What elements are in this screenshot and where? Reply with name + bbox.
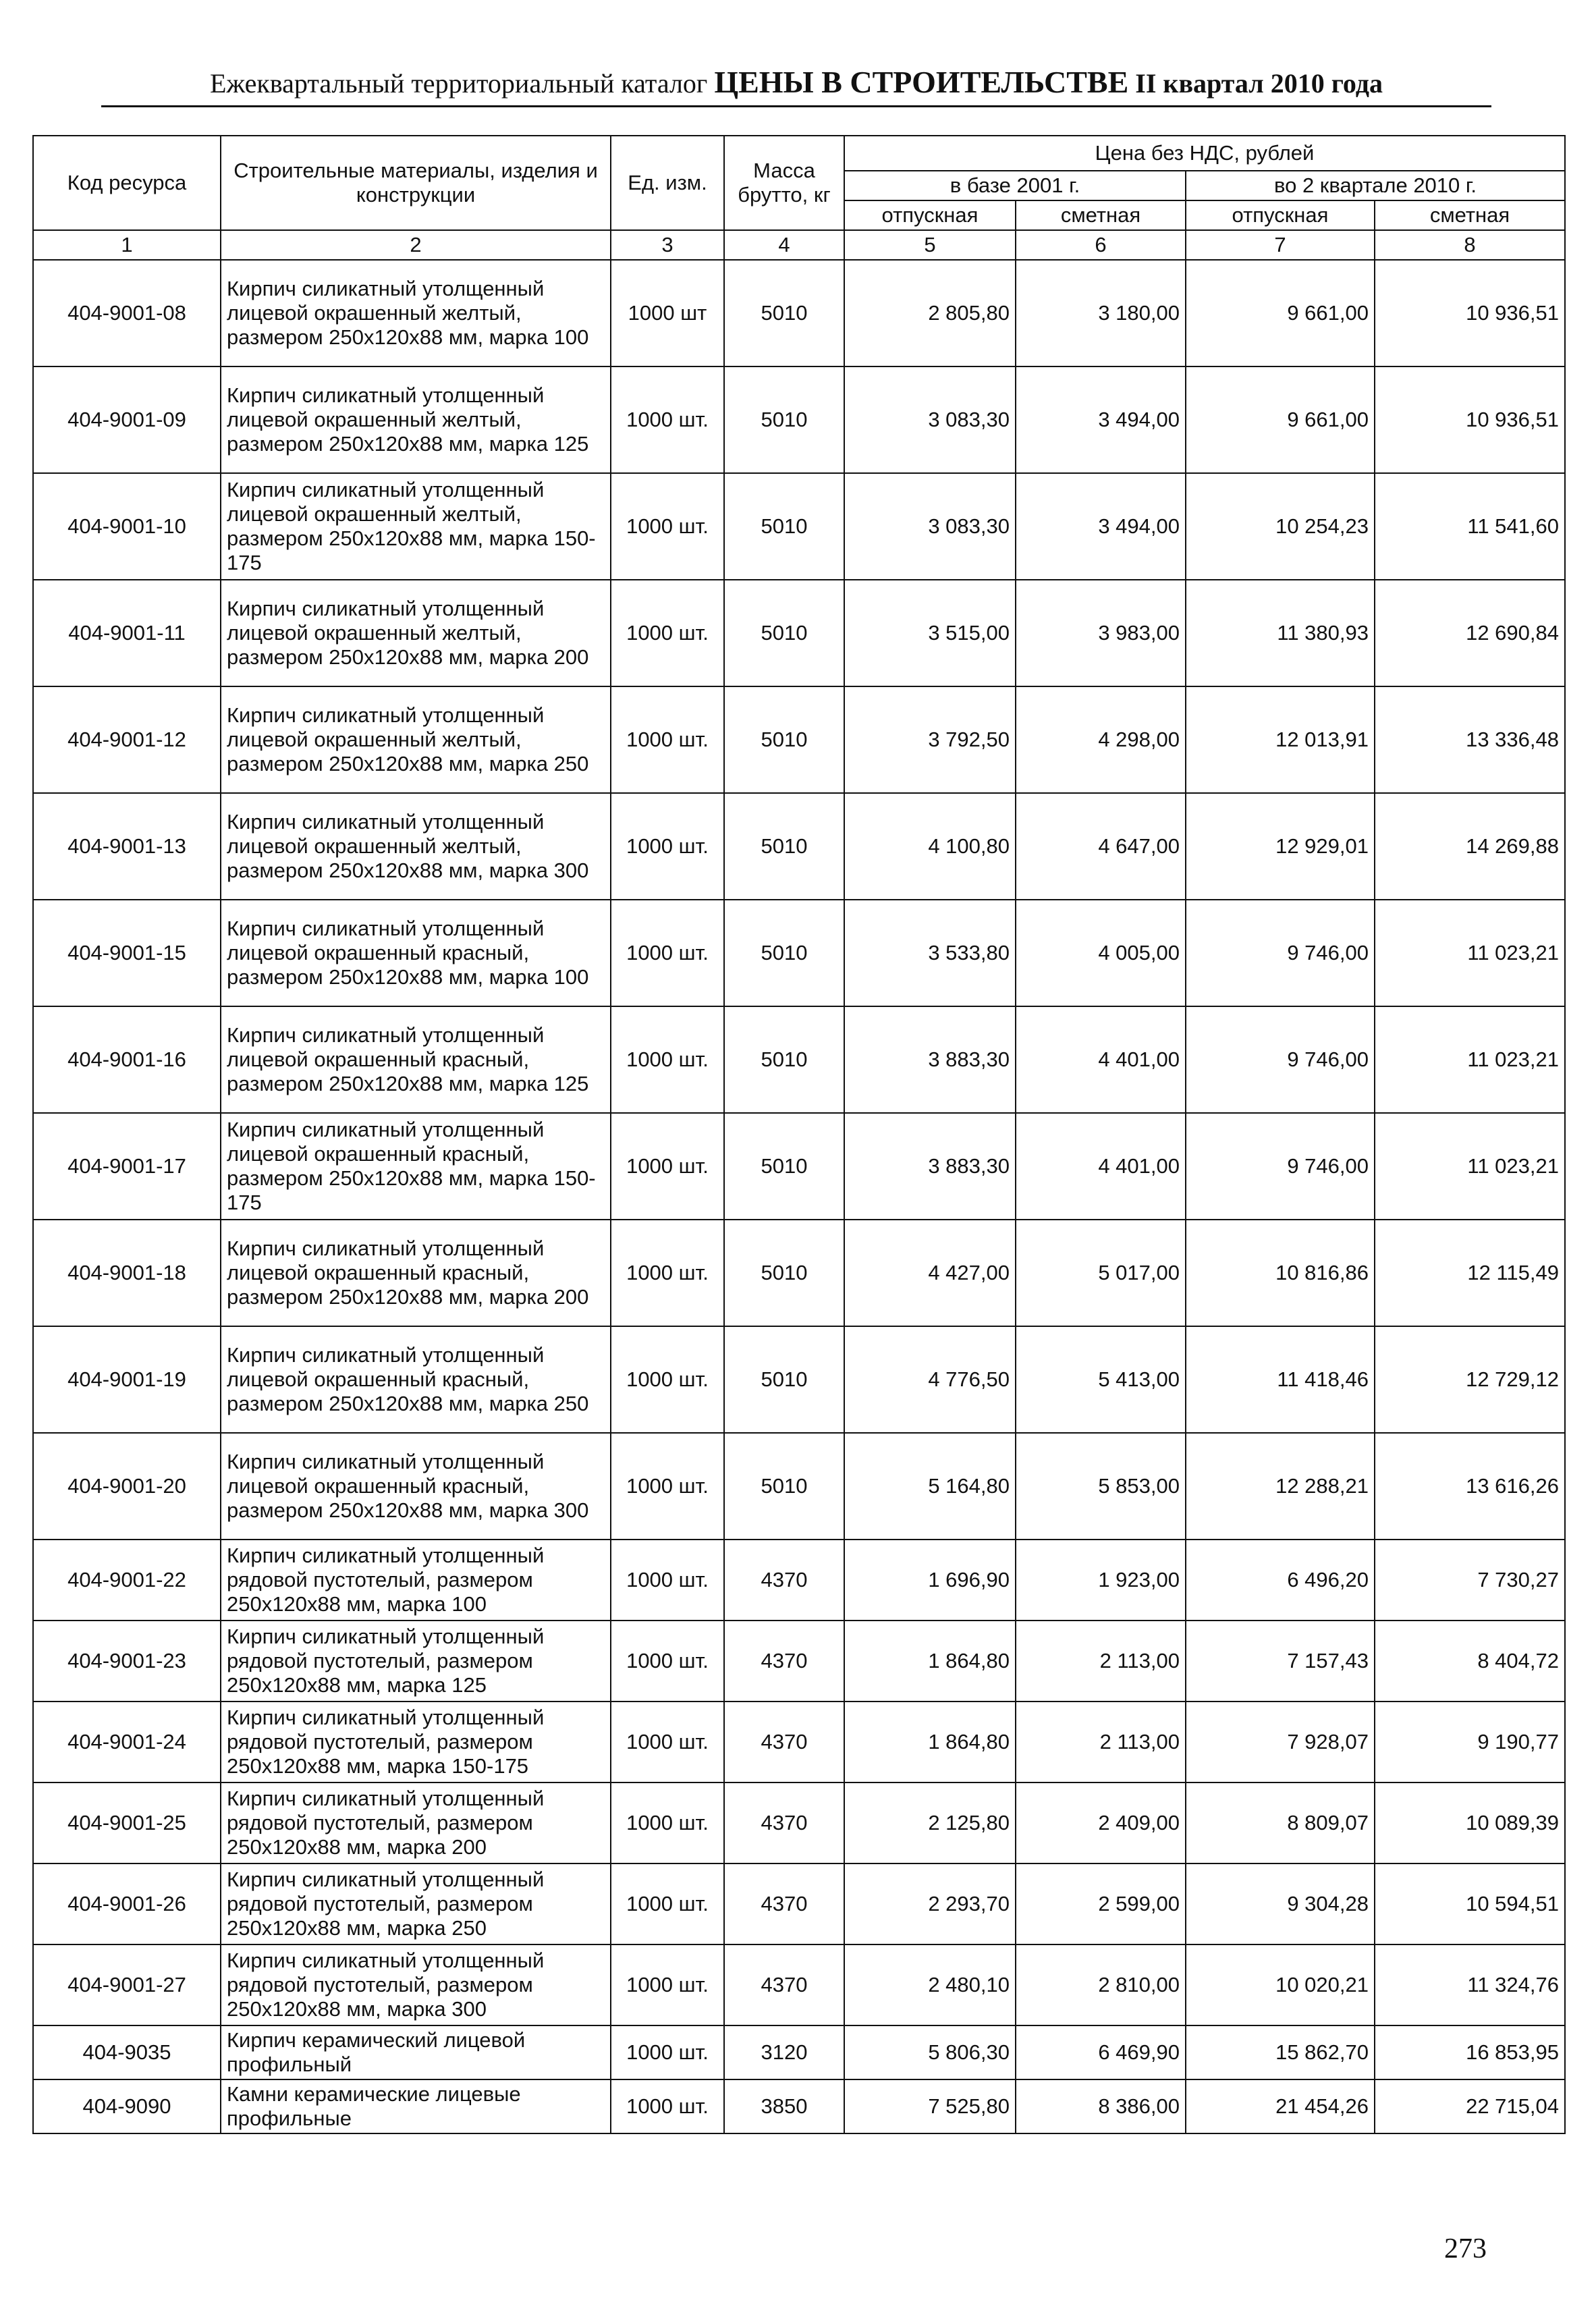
table-row bbox=[33, 1621, 1565, 1702]
current-release-price: 9 746,00 bbox=[1186, 1006, 1375, 1113]
header-prefix: Ежеквартальный территориальный каталог bbox=[210, 68, 708, 99]
base-release-price: 1 696,90 bbox=[844, 1540, 1016, 1621]
base-release-price: 5 164,80 bbox=[844, 1433, 1016, 1540]
unit-of-measure: 1000 шт. bbox=[611, 580, 724, 686]
gross-mass: 5010 bbox=[724, 1006, 844, 1113]
current-release-price: 10 816,86 bbox=[1186, 1220, 1375, 1326]
unit-of-measure: 1000 шт. bbox=[611, 900, 724, 1006]
resource-code: 404-9001-16 bbox=[33, 1006, 221, 1113]
gross-mass: 5010 bbox=[724, 1113, 844, 1220]
base-estimate-price: 8 386,00 bbox=[1016, 2079, 1186, 2133]
base-release-price: 2 805,80 bbox=[844, 260, 1016, 366]
current-release-price: 11 380,93 bbox=[1186, 580, 1375, 686]
table-row bbox=[33, 1113, 1565, 1220]
header-title: ЦЕНЫ В СТРОИТЕЛЬСТВЕ bbox=[714, 65, 1129, 99]
current-estimate-price: 7 730,27 bbox=[1375, 1540, 1565, 1621]
col-unit-header: Ед. изм. bbox=[611, 136, 724, 230]
base-estimate-price: 2 409,00 bbox=[1016, 1783, 1186, 1863]
current-estimate-price: 9 190,77 bbox=[1375, 1702, 1565, 1783]
current-estimate-price: 11 541,60 bbox=[1375, 473, 1565, 580]
column-number: 7 bbox=[1186, 230, 1375, 260]
col-mass-header: Масса брутто, кг bbox=[724, 136, 844, 230]
base-estimate-price: 3 983,00 bbox=[1016, 580, 1186, 686]
current-estimate-price: 10 936,51 bbox=[1375, 260, 1565, 366]
unit-of-measure: 1000 шт. bbox=[611, 1433, 724, 1540]
base-estimate-price: 2 599,00 bbox=[1016, 1863, 1186, 1944]
base-estimate-price: 4 647,00 bbox=[1016, 793, 1186, 900]
base-estimate-price: 5 413,00 bbox=[1016, 1326, 1186, 1433]
gross-mass: 5010 bbox=[724, 473, 844, 580]
gross-mass: 3850 bbox=[724, 2079, 844, 2133]
column-number: 5 bbox=[844, 230, 1016, 260]
material-name: Кирпич керамический лицевой профильный bbox=[221, 2025, 611, 2079]
col-name-header: Строительные материалы, изделия и конструкции bbox=[221, 136, 611, 230]
resource-code: 404-9001-19 bbox=[33, 1326, 221, 1433]
table-row bbox=[33, 1433, 1565, 1540]
material-name: Кирпич силикатный утолщенный лицевой окрашенный желтый, размером 250х120х88 мм, марка 200 bbox=[221, 580, 611, 686]
column-number: 1 bbox=[33, 230, 221, 260]
resource-code: 404-9001-24 bbox=[33, 1702, 221, 1783]
base-estimate-price: 3 494,00 bbox=[1016, 473, 1186, 580]
material-name: Кирпич силикатный утолщенный рядовой пустотелый, размером 250х120х88 мм, марка 300 bbox=[221, 1944, 611, 2025]
header-rule bbox=[101, 105, 1491, 107]
unit-of-measure: 1000 шт. bbox=[611, 1326, 724, 1433]
resource-code: 404-9001-23 bbox=[33, 1621, 221, 1702]
base-estimate-price: 6 469,90 bbox=[1016, 2025, 1186, 2079]
resource-code: 404-9001-20 bbox=[33, 1433, 221, 1540]
col-current-estimate-header: сметная bbox=[1375, 200, 1565, 230]
material-name: Кирпич силикатный утолщенный лицевой окрашенный красный, размером 250х120х88 мм, марка 300 bbox=[221, 1433, 611, 1540]
material-name: Камни керамические лицевые профильные bbox=[221, 2079, 611, 2133]
current-estimate-price: 10 089,39 bbox=[1375, 1783, 1565, 1863]
current-release-price: 6 496,20 bbox=[1186, 1540, 1375, 1621]
base-estimate-price: 5 017,00 bbox=[1016, 1220, 1186, 1326]
unit-of-measure: 1000 шт. bbox=[611, 1863, 724, 1944]
unit-of-measure: 1000 шт bbox=[611, 260, 724, 366]
base-estimate-price: 2 113,00 bbox=[1016, 1621, 1186, 1702]
gross-mass: 5010 bbox=[724, 1326, 844, 1433]
table-row bbox=[33, 1540, 1565, 1621]
resource-code: 404-9001-22 bbox=[33, 1540, 221, 1621]
base-estimate-price: 3 180,00 bbox=[1016, 260, 1186, 366]
current-release-price: 9 746,00 bbox=[1186, 1113, 1375, 1220]
current-estimate-price: 14 269,88 bbox=[1375, 793, 1565, 900]
unit-of-measure: 1000 шт. bbox=[611, 1702, 724, 1783]
current-release-price: 12 013,91 bbox=[1186, 686, 1375, 793]
unit-of-measure: 1000 шт. bbox=[611, 1006, 724, 1113]
base-release-price: 3 792,50 bbox=[844, 686, 1016, 793]
current-release-price: 8 809,07 bbox=[1186, 1783, 1375, 1863]
column-number: 3 bbox=[611, 230, 724, 260]
material-name: Кирпич силикатный утолщенный рядовой пустотелый, размером 250х120х88 мм, марка 200 bbox=[221, 1783, 611, 1863]
table-row bbox=[33, 900, 1565, 1006]
current-release-price: 12 929,01 bbox=[1186, 793, 1375, 900]
table-header bbox=[33, 136, 1565, 260]
unit-of-measure: 1000 шт. bbox=[611, 686, 724, 793]
base-release-price: 1 864,80 bbox=[844, 1702, 1016, 1783]
base-estimate-price: 2 810,00 bbox=[1016, 1944, 1186, 2025]
col-current-release-header: отпускная bbox=[1186, 200, 1375, 230]
current-estimate-price: 11 023,21 bbox=[1375, 900, 1565, 1006]
current-release-price: 9 746,00 bbox=[1186, 900, 1375, 1006]
base-release-price: 5 806,30 bbox=[844, 2025, 1016, 2079]
column-number-row bbox=[33, 230, 1565, 260]
base-release-price: 4 427,00 bbox=[844, 1220, 1016, 1326]
resource-code: 404-9090 bbox=[33, 2079, 221, 2133]
current-release-price: 9 304,28 bbox=[1186, 1863, 1375, 1944]
base-estimate-price: 4 005,00 bbox=[1016, 900, 1186, 1006]
current-estimate-price: 13 336,48 bbox=[1375, 686, 1565, 793]
table-row bbox=[33, 1863, 1565, 1944]
table-row bbox=[33, 1944, 1565, 2025]
current-release-price: 21 454,26 bbox=[1186, 2079, 1375, 2133]
base-release-price: 3 515,00 bbox=[844, 580, 1016, 686]
col-price-header: Цена без НДС, рублей bbox=[844, 136, 1565, 171]
gross-mass: 3120 bbox=[724, 2025, 844, 2079]
unit-of-measure: 1000 шт. bbox=[611, 1540, 724, 1621]
gross-mass: 4370 bbox=[724, 1863, 844, 1944]
unit-of-measure: 1000 шт. bbox=[611, 366, 724, 473]
gross-mass: 5010 bbox=[724, 580, 844, 686]
gross-mass: 5010 bbox=[724, 366, 844, 473]
current-release-price: 12 288,21 bbox=[1186, 1433, 1375, 1540]
header-period: II квартал 2010 года bbox=[1135, 68, 1383, 99]
base-estimate-price: 1 923,00 bbox=[1016, 1540, 1186, 1621]
material-name: Кирпич силикатный утолщенный лицевой окрашенный красный, размером 250х120х88 мм, марка 150-175 bbox=[221, 1113, 611, 1220]
material-name: Кирпич силикатный утолщенный лицевой окрашенный желтый, размером 250х120х88 мм, марка 150-175 bbox=[221, 473, 611, 580]
unit-of-measure: 1000 шт. bbox=[611, 1621, 724, 1702]
current-release-price: 7 928,07 bbox=[1186, 1702, 1375, 1783]
base-estimate-price: 3 494,00 bbox=[1016, 366, 1186, 473]
table-row bbox=[33, 1326, 1565, 1433]
col-base-estimate-header: сметная bbox=[1016, 200, 1186, 230]
material-name: Кирпич силикатный утолщенный рядовой пустотелый, размером 250х120х88 мм, марка 100 bbox=[221, 1540, 611, 1621]
material-name: Кирпич силикатный утолщенный лицевой окрашенный желтый, размером 250х120х88 мм, марка 250 bbox=[221, 686, 611, 793]
gross-mass: 4370 bbox=[724, 1540, 844, 1621]
table-row bbox=[33, 366, 1565, 473]
material-name: Кирпич силикатный утолщенный лицевой окрашенный желтый, размером 250х120х88 мм, марка 125 bbox=[221, 366, 611, 473]
current-release-price: 11 418,46 bbox=[1186, 1326, 1375, 1433]
material-name: Кирпич силикатный утолщенный лицевой окрашенный красный, размером 250х120х88 мм, марка 200 bbox=[221, 1220, 611, 1326]
base-release-price: 4 100,80 bbox=[844, 793, 1016, 900]
unit-of-measure: 1000 шт. bbox=[611, 1113, 724, 1220]
material-name: Кирпич силикатный утолщенный лицевой окрашенный красный, размером 250х120х88 мм, марка 250 bbox=[221, 1326, 611, 1433]
gross-mass: 5010 bbox=[724, 1220, 844, 1326]
current-estimate-price: 11 324,76 bbox=[1375, 1944, 1565, 2025]
resource-code: 404-9001-26 bbox=[33, 1863, 221, 1944]
table-row bbox=[33, 1702, 1565, 1783]
resource-code: 404-9001-10 bbox=[33, 473, 221, 580]
current-estimate-price: 16 853,95 bbox=[1375, 2025, 1565, 2079]
unit-of-measure: 1000 шт. bbox=[611, 1944, 724, 2025]
resource-code: 404-9001-27 bbox=[33, 1944, 221, 2025]
current-estimate-price: 12 729,12 bbox=[1375, 1326, 1565, 1433]
running-header bbox=[101, 65, 1491, 101]
base-release-price: 7 525,80 bbox=[844, 2079, 1016, 2133]
gross-mass: 5010 bbox=[724, 686, 844, 793]
material-name: Кирпич силикатный утолщенный лицевой окрашенный красный, размером 250х120х88 мм, марка 100 bbox=[221, 900, 611, 1006]
page-number: 273 bbox=[1444, 2233, 1487, 2264]
resource-code: 404-9001-09 bbox=[33, 366, 221, 473]
base-release-price: 1 864,80 bbox=[844, 1621, 1016, 1702]
material-name: Кирпич силикатный утолщенный лицевой окрашенный желтый, размером 250х120х88 мм, марка 300 bbox=[221, 793, 611, 900]
current-estimate-price: 11 023,21 bbox=[1375, 1113, 1565, 1220]
base-release-price: 3 883,30 bbox=[844, 1006, 1016, 1113]
resource-code: 404-9001-25 bbox=[33, 1783, 221, 1863]
resource-code: 404-9001-11 bbox=[33, 580, 221, 686]
base-release-price: 4 776,50 bbox=[844, 1326, 1016, 1433]
col-current-header: во 2 квартале 2010 г. bbox=[1186, 171, 1565, 200]
col-base-header: в базе 2001 г. bbox=[844, 171, 1186, 200]
current-release-price: 10 020,21 bbox=[1186, 1944, 1375, 2025]
current-release-price: 10 254,23 bbox=[1186, 473, 1375, 580]
current-estimate-price: 12 115,49 bbox=[1375, 1220, 1565, 1326]
resource-code: 404-9001-15 bbox=[33, 900, 221, 1006]
table-row bbox=[33, 1006, 1565, 1113]
current-release-price: 15 862,70 bbox=[1186, 2025, 1375, 2079]
unit-of-measure: 1000 шт. bbox=[611, 793, 724, 900]
table-row bbox=[33, 580, 1565, 686]
table-row bbox=[33, 1783, 1565, 1863]
table-row bbox=[33, 686, 1565, 793]
base-estimate-price: 4 401,00 bbox=[1016, 1113, 1186, 1220]
material-name: Кирпич силикатный утолщенный лицевой окрашенный красный, размером 250х120х88 мм, марка 125 bbox=[221, 1006, 611, 1113]
price-table bbox=[32, 135, 1566, 2134]
current-estimate-price: 10 936,51 bbox=[1375, 366, 1565, 473]
current-estimate-price: 10 594,51 bbox=[1375, 1863, 1565, 1944]
column-number: 2 bbox=[221, 230, 611, 260]
material-name: Кирпич силикатный утолщенный рядовой пустотелый, размером 250х120х88 мм, марка 125 bbox=[221, 1621, 611, 1702]
col-code-header: Код ресурса bbox=[33, 136, 221, 230]
unit-of-measure: 1000 шт. bbox=[611, 1220, 724, 1326]
gross-mass: 5010 bbox=[724, 793, 844, 900]
col-base-release-header: отпускная bbox=[844, 200, 1016, 230]
base-release-price: 2 480,10 bbox=[844, 1944, 1016, 2025]
resource-code: 404-9001-17 bbox=[33, 1113, 221, 1220]
column-number: 6 bbox=[1016, 230, 1186, 260]
table-row bbox=[33, 793, 1565, 900]
base-estimate-price: 2 113,00 bbox=[1016, 1702, 1186, 1783]
gross-mass: 5010 bbox=[724, 900, 844, 1006]
current-estimate-price: 13 616,26 bbox=[1375, 1433, 1565, 1540]
current-release-price: 7 157,43 bbox=[1186, 1621, 1375, 1702]
gross-mass: 5010 bbox=[724, 1433, 844, 1540]
current-release-price: 9 661,00 bbox=[1186, 366, 1375, 473]
base-release-price: 3 883,30 bbox=[844, 1113, 1016, 1220]
table-row bbox=[33, 260, 1565, 366]
table-row bbox=[33, 1220, 1565, 1326]
material-name: Кирпич силикатный утолщенный рядовой пустотелый, размером 250х120х88 мм, марка 150-175 bbox=[221, 1702, 611, 1783]
base-release-price: 3 083,30 bbox=[844, 473, 1016, 580]
unit-of-measure: 1000 шт. bbox=[611, 2025, 724, 2079]
table-body bbox=[33, 260, 1565, 2133]
gross-mass: 4370 bbox=[724, 1621, 844, 1702]
gross-mass: 4370 bbox=[724, 1702, 844, 1783]
base-release-price: 2 293,70 bbox=[844, 1863, 1016, 1944]
material-name: Кирпич силикатный утолщенный лицевой окрашенный желтый, размером 250х120х88 мм, марка 100 bbox=[221, 260, 611, 366]
current-release-price: 9 661,00 bbox=[1186, 260, 1375, 366]
column-number: 8 bbox=[1375, 230, 1565, 260]
table-row bbox=[33, 473, 1565, 580]
resource-code: 404-9035 bbox=[33, 2025, 221, 2079]
gross-mass: 4370 bbox=[724, 1944, 844, 2025]
base-estimate-price: 4 401,00 bbox=[1016, 1006, 1186, 1113]
table-row bbox=[33, 2025, 1565, 2079]
current-estimate-price: 22 715,04 bbox=[1375, 2079, 1565, 2133]
gross-mass: 5010 bbox=[724, 260, 844, 366]
column-number: 4 bbox=[724, 230, 844, 260]
material-name: Кирпич силикатный утолщенный рядовой пустотелый, размером 250х120х88 мм, марка 250 bbox=[221, 1863, 611, 1944]
unit-of-measure: 1000 шт. bbox=[611, 1783, 724, 1863]
resource-code: 404-9001-18 bbox=[33, 1220, 221, 1326]
base-release-price: 2 125,80 bbox=[844, 1783, 1016, 1863]
base-release-price: 3 083,30 bbox=[844, 366, 1016, 473]
base-estimate-price: 4 298,00 bbox=[1016, 686, 1186, 793]
unit-of-measure: 1000 шт. bbox=[611, 2079, 724, 2133]
base-estimate-price: 5 853,00 bbox=[1016, 1433, 1186, 1540]
current-estimate-price: 8 404,72 bbox=[1375, 1621, 1565, 1702]
gross-mass: 4370 bbox=[724, 1783, 844, 1863]
resource-code: 404-9001-12 bbox=[33, 686, 221, 793]
current-estimate-price: 12 690,84 bbox=[1375, 580, 1565, 686]
table-row bbox=[33, 2079, 1565, 2133]
resource-code: 404-9001-13 bbox=[33, 793, 221, 900]
unit-of-measure: 1000 шт. bbox=[611, 473, 724, 580]
resource-code: 404-9001-08 bbox=[33, 260, 221, 366]
base-release-price: 3 533,80 bbox=[844, 900, 1016, 1006]
current-estimate-price: 11 023,21 bbox=[1375, 1006, 1565, 1113]
